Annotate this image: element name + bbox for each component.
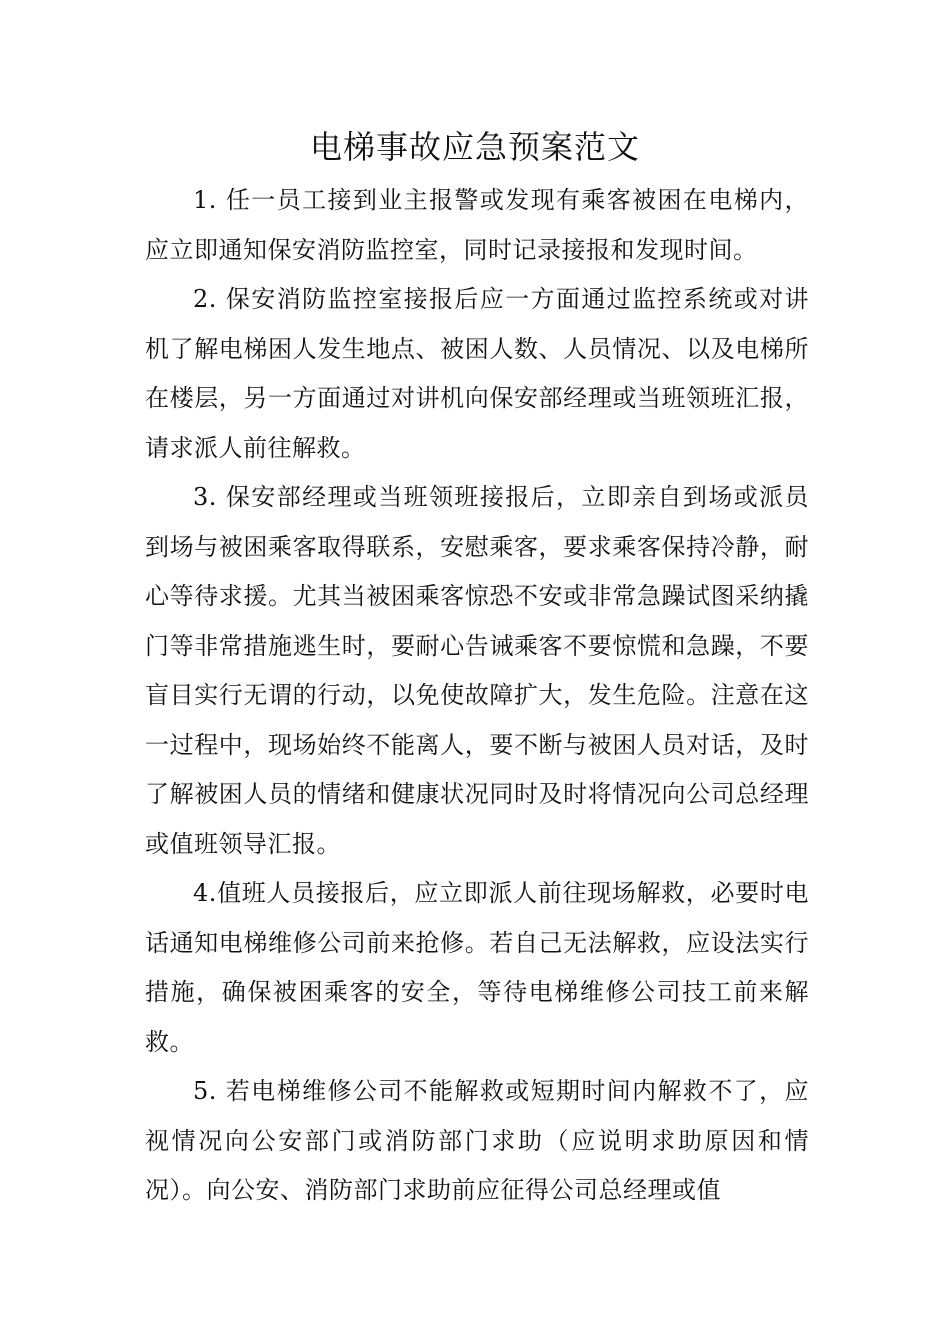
paragraph-2: 2. 保安消防监控室接报后应一方面通过监控系统或对讲机了解电梯困人发生地点、被困人数、人员情况、以及电梯所在楼层，另一方面通过对讲机向保安部经理或当班领班汇报，请求派人前往解救。 xyxy=(145,285,809,462)
paragraph-4: 4.值班人员接报后，应立即派人前往现场解救，必要时电话通知电梯维修公司前来抢修。若自己无法解救，应设法实行措施，确保被困乘客的安全，等待电梯维修公司技工前来解救。 xyxy=(145,879,809,1056)
paragraph-3: 3. 保安部经理或当班领班接报后，立即亲自到场或派员到场与被困乘客取得联系，安慰乘客，要求乘客保持冷静，耐心等待求援。尤其当被困乘客惊恐不安或非常急躁试图采纳撬门等非常措施逃生时，要耐心告诫乘客不要惊慌和急躁，不要盲目实行无谓的行动，以免使故障扩大，发生危险。注意在这一过程中，现场始终不能离人，要不断与被困人员对话，及时了解被困人员的情绪和健康状况同时及时将情况向公司总经理或值班领导汇报。 xyxy=(145,483,809,858)
paragraph-5: 5. 若电梯维修公司不能解救或短期时间内解救不了，应视情况向公安部门或消防部门求助（应说明求助原因和情况）。向公安、消防部门求助前应征得公司总经理或值 xyxy=(145,1077,809,1204)
document-body xyxy=(145,176,809,1216)
document-title: 电梯事故应急预案范文 xyxy=(309,128,640,166)
paragraph-1: 1. 任一员工接到业主报警或发现有乘客被困在电梯内，应立即通知保安消防监控室，同时记录接报和发现时间。 xyxy=(145,186,809,264)
